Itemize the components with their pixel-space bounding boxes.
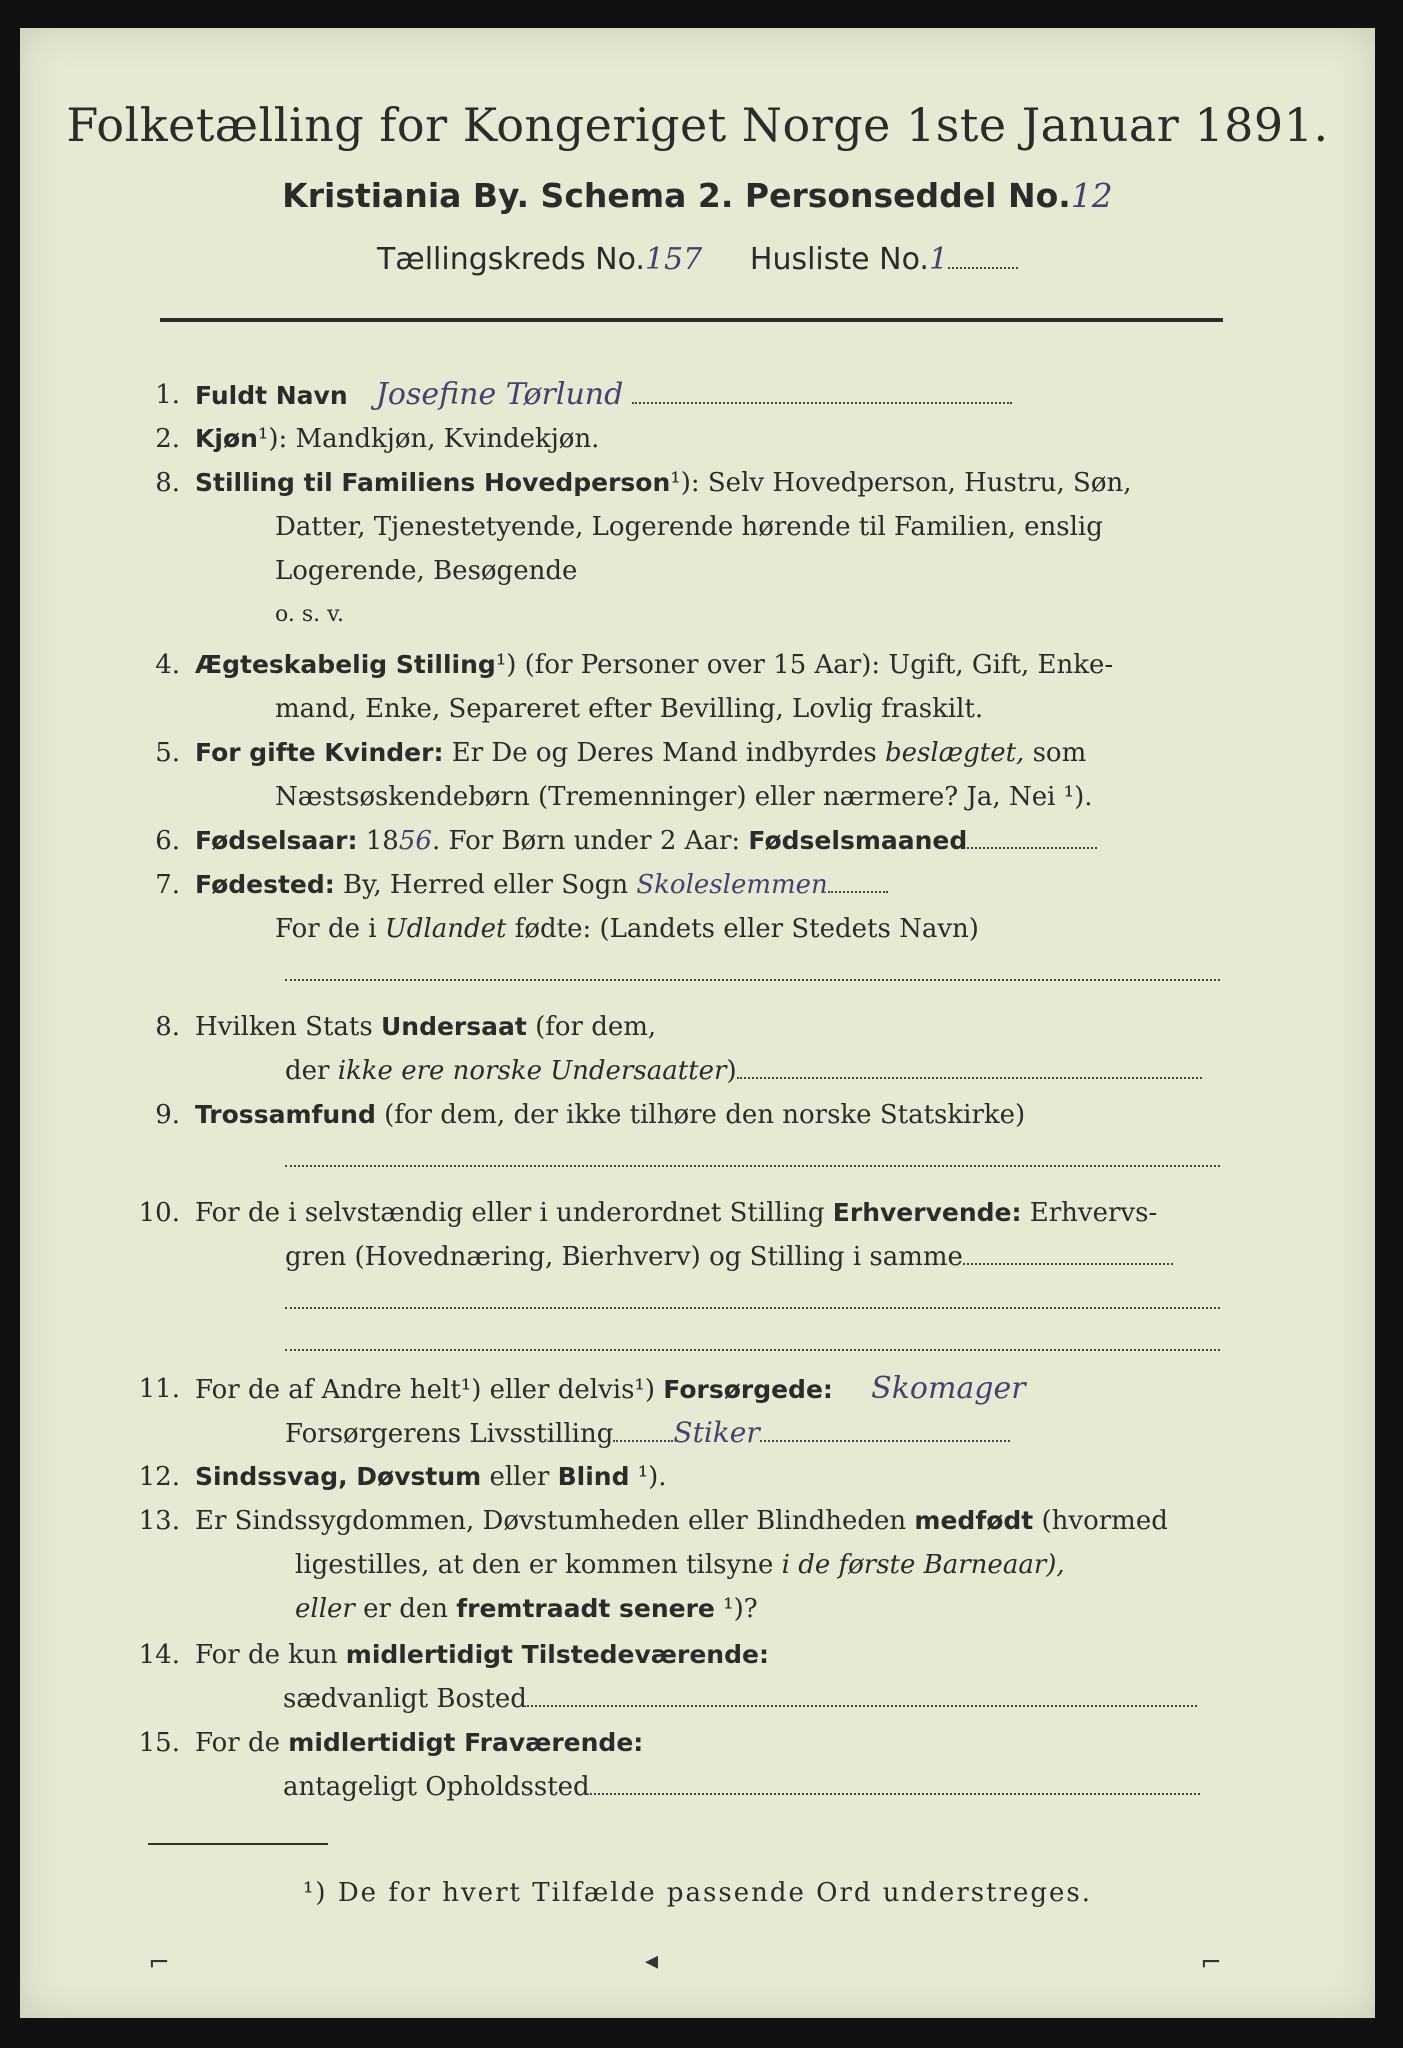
q7-blank-line bbox=[285, 958, 1220, 988]
husliste-label: Husliste No. bbox=[749, 242, 929, 277]
q12-label: Sindssvag, Døvstum bbox=[195, 1462, 482, 1491]
q3-text-1: ¹): Selv Hovedperson, Hustru, Søn, bbox=[670, 468, 1132, 498]
form-title: Folketælling for Kongeriget Norge 1ste Januar 1891. bbox=[66, 98, 1329, 152]
corner-mark-left: ⌐ bbox=[148, 1948, 170, 1978]
question-14 bbox=[120, 1640, 769, 1670]
q11-line-2 bbox=[285, 1418, 1010, 1449]
header-rule bbox=[160, 318, 1223, 322]
q13-text-3: er den bbox=[354, 1594, 457, 1624]
q15-line-2 bbox=[283, 1772, 1200, 1802]
q2-label: Kjøn bbox=[195, 424, 258, 453]
q5-text-1-italic: beslægtet, bbox=[884, 738, 1025, 768]
question-2 bbox=[120, 424, 599, 454]
corner-mark-center: ◂ bbox=[645, 1946, 659, 1976]
q4-text-1: ¹) (for Personer over 15 Aar): Ugift, Gift, Enke- bbox=[495, 650, 1114, 680]
q1-number: 1. bbox=[155, 380, 180, 410]
personseddel-number: 12 bbox=[1070, 176, 1113, 215]
q13-text-2-italic: i de første Barneaar), bbox=[781, 1550, 1065, 1580]
question-3 bbox=[120, 468, 1132, 498]
q14-text-2: sædvanligt Bosted bbox=[283, 1684, 527, 1714]
q15-label: midlertidigt Fraværende: bbox=[288, 1728, 644, 1757]
husliste-value: 1 bbox=[928, 242, 949, 277]
question-8 bbox=[120, 1012, 656, 1042]
q14-text: For de kun bbox=[195, 1640, 346, 1670]
question-10 bbox=[120, 1198, 1157, 1228]
header-line bbox=[20, 242, 1375, 277]
q7-text-2-end: fødte: (Landets eller Stedets Navn) bbox=[506, 914, 979, 944]
kreds-value: 157 bbox=[644, 242, 703, 277]
q7-line-2 bbox=[275, 914, 979, 944]
q14-number: 14. bbox=[138, 1640, 180, 1670]
q13-text-3-italic: eller bbox=[295, 1594, 355, 1624]
q11-number: 11. bbox=[138, 1374, 180, 1404]
q8-label: Undersaat bbox=[380, 1012, 527, 1041]
q11-text-2: Forsørgerens Livsstilling bbox=[285, 1419, 614, 1449]
q5-label-pre: For bbox=[195, 738, 250, 767]
q11-label: Forsørgede: bbox=[663, 1375, 833, 1404]
q7-text-2-italic: Udlandet bbox=[384, 914, 507, 944]
q4-number: 4. bbox=[155, 650, 180, 680]
question-12 bbox=[120, 1462, 667, 1492]
question-4 bbox=[120, 650, 1113, 680]
q8-text-end: (for dem, bbox=[526, 1012, 657, 1042]
q12-text-end: ¹). bbox=[629, 1462, 667, 1492]
q10-number: 10. bbox=[138, 1198, 180, 1228]
q3-text-4: o. s. v. bbox=[275, 602, 344, 627]
q5-number: 5. bbox=[155, 738, 180, 768]
q3-number: 8. bbox=[155, 468, 180, 498]
q6-label-2: Fødselsmaaned bbox=[748, 826, 968, 855]
q8-text-2-italic: ikke ere norske Undersaatter bbox=[337, 1056, 727, 1086]
q1-label: Fuldt Navn bbox=[195, 381, 348, 410]
q11-answer-2: Stiker bbox=[673, 1416, 760, 1449]
q5-text-2: Næstsøskendebørn (Tremenninger) eller nærmere? Ja, Nei ¹). bbox=[275, 782, 1093, 812]
q11-text: For de af Andre helt¹) eller delvis¹) bbox=[195, 1375, 664, 1405]
q13-text-end: (hvormed bbox=[1033, 1506, 1168, 1536]
q6-year-prefix: 18 bbox=[357, 826, 399, 856]
q7-answer: Skoleslemmen bbox=[636, 870, 828, 900]
q8-text-2-end: ) bbox=[726, 1056, 737, 1086]
q15-text-2: antageligt Opholdssted bbox=[283, 1772, 590, 1802]
footnote: ¹) De for hvert Tilfælde passende Ord understreges. bbox=[302, 1878, 1092, 1908]
q8-line-2 bbox=[285, 1056, 1202, 1086]
q6-dotted-line bbox=[967, 829, 1097, 849]
question-15 bbox=[120, 1728, 643, 1758]
q7-dotted-line bbox=[828, 873, 888, 893]
q10-text: For de i selvstændig eller i underordnet Stilling bbox=[195, 1198, 833, 1228]
q8-number: 8. bbox=[155, 1012, 180, 1042]
q10-line-2 bbox=[285, 1242, 1173, 1272]
q8-text-2: der bbox=[285, 1056, 338, 1086]
q4-label: Ægteskabelig Stilling bbox=[195, 650, 496, 679]
q13-label-3: fremtraadt senere bbox=[456, 1594, 715, 1623]
q12-text: eller bbox=[481, 1462, 558, 1492]
q10-text-end: Erhvervs- bbox=[1021, 1198, 1158, 1228]
q3-label: Stilling til Familiens Hovedperson bbox=[195, 468, 671, 497]
corner-mark-right: ⌐ bbox=[1200, 1948, 1222, 1978]
q9-blank-line bbox=[285, 1144, 1220, 1174]
q15-text: For de bbox=[195, 1728, 289, 1758]
q4-text-2: mand, Enke, Separeret efter Bevilling, Lovlig fraskilt. bbox=[275, 694, 984, 724]
q7-label: Fødested: bbox=[195, 870, 335, 899]
q10-blank-line-2 bbox=[285, 1328, 1220, 1358]
q3-text-3: Logerende, Besøgende bbox=[275, 556, 578, 586]
census-form-sheet bbox=[20, 28, 1375, 2018]
question-5 bbox=[120, 738, 1086, 768]
q12-label-2: Blind bbox=[557, 1462, 630, 1491]
subtitle-prefix: Kristiania By. Schema 2. Personseddel No. bbox=[282, 176, 1071, 215]
q9-label: Trossamfund bbox=[195, 1100, 376, 1129]
q6-year-value: 56 bbox=[398, 826, 432, 856]
q5-label: gifte Kvinder: bbox=[249, 738, 444, 767]
form-subtitle bbox=[20, 176, 1375, 215]
q6-label: Fødselsaar: bbox=[195, 826, 358, 855]
q3-text-2: Datter, Tjenestetyende, Logerende hørende til Familien, enslig bbox=[275, 512, 1103, 542]
q15-number: 15. bbox=[138, 1728, 180, 1758]
q13-text: Er Sindssygdommen, Døvstumheden eller Blindheden bbox=[195, 1506, 915, 1536]
question-11 bbox=[120, 1371, 1026, 1406]
footnote-rule bbox=[148, 1843, 328, 1845]
q13-text-3-end: ¹)? bbox=[714, 1594, 758, 1624]
q2-text: ¹): Mandkjøn, Kvindekjøn. bbox=[257, 424, 600, 454]
q8-text: Hvilken Stats bbox=[195, 1012, 381, 1042]
q10-text-2: gren (Hovednæring, Bierhverv) og Stilling i samme bbox=[285, 1242, 963, 1272]
question-6 bbox=[120, 826, 1097, 856]
q10-label: Erhvervende: bbox=[832, 1198, 1022, 1227]
question-1 bbox=[120, 377, 1012, 412]
question-9 bbox=[120, 1100, 1025, 1130]
q10-blank-line-1 bbox=[285, 1286, 1220, 1316]
q6-text: . For Børn under 2 Aar: bbox=[431, 826, 749, 856]
q2-number: 2. bbox=[155, 424, 180, 454]
q5-text-1: Er De og Deres Mand indbyrdes bbox=[443, 738, 885, 768]
q5-text-1-end: som bbox=[1024, 738, 1087, 768]
q7-text-2: For de i bbox=[275, 914, 385, 944]
q13-line-3 bbox=[295, 1594, 758, 1624]
q7-number: 7. bbox=[155, 870, 180, 900]
q11-answer: Skomager bbox=[871, 1371, 1026, 1406]
q12-number: 12. bbox=[138, 1462, 180, 1492]
question-7 bbox=[120, 870, 888, 900]
q9-text: (for dem, der ikke tilhøre den norske Statskirke) bbox=[375, 1100, 1026, 1130]
q14-line-2 bbox=[283, 1684, 1197, 1714]
q13-text-2: ligestilles, at den er kommen tilsyne bbox=[295, 1550, 782, 1580]
q13-label: medfødt bbox=[914, 1506, 1034, 1535]
q13-number: 13. bbox=[138, 1506, 180, 1536]
q1-answer: Josefine Tørlund bbox=[375, 377, 624, 412]
q9-number: 9. bbox=[155, 1100, 180, 1130]
q1-dotted-line bbox=[632, 384, 1012, 404]
q7-text: By, Herred eller Sogn bbox=[334, 870, 629, 900]
question-13 bbox=[120, 1506, 1168, 1536]
q13-line-2 bbox=[295, 1550, 1065, 1580]
kreds-label: Tællingskreds No. bbox=[376, 242, 645, 277]
q14-label: midlertidigt Tilstedeværende: bbox=[345, 1640, 769, 1669]
q6-number: 6. bbox=[155, 826, 180, 856]
